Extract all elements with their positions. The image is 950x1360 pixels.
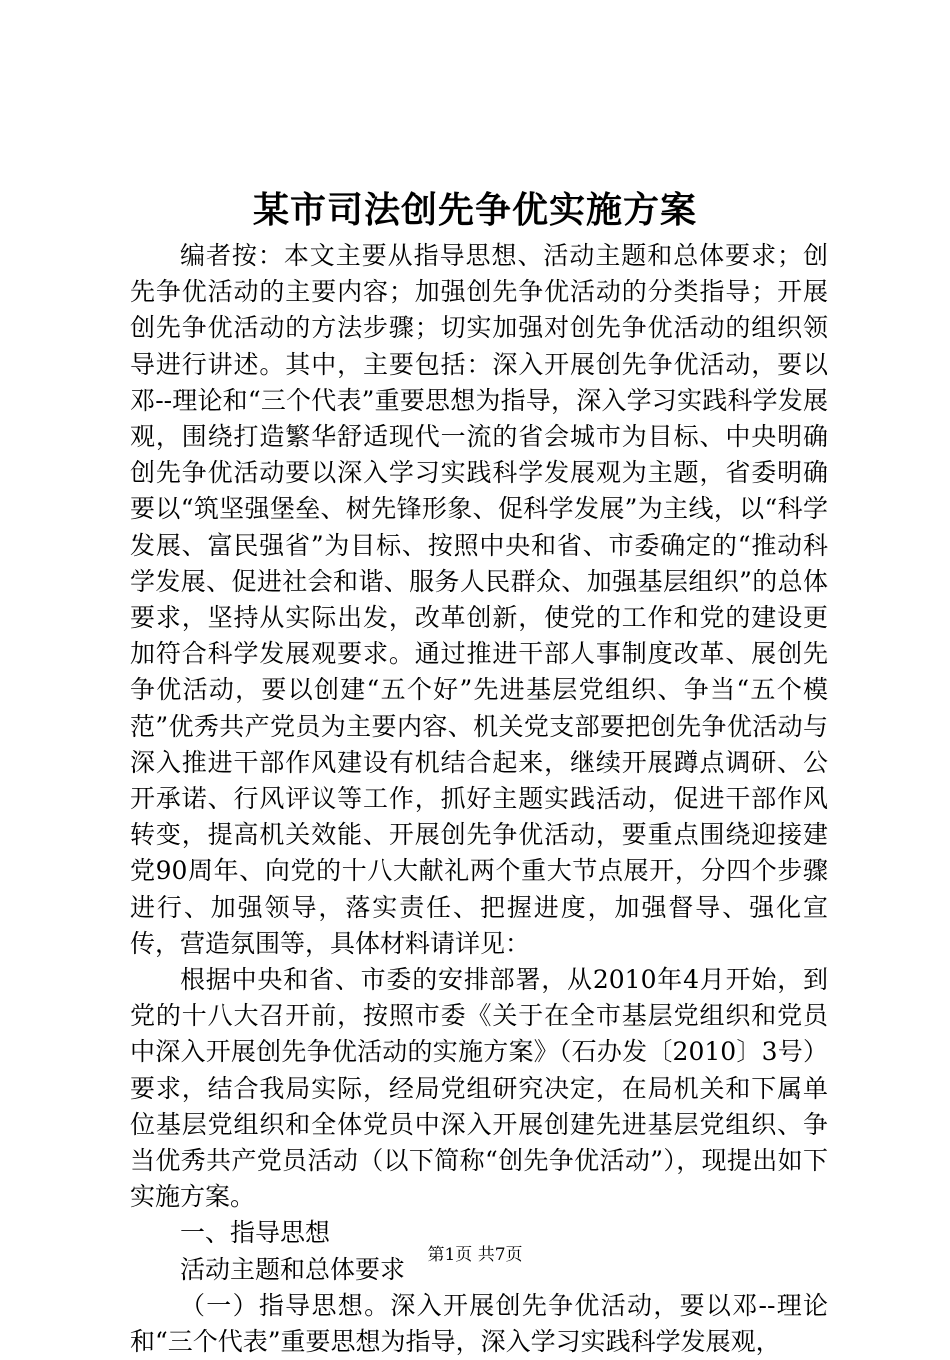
intro-paragraph: 根据中央和省、市委的安排部署，从2010年4月开始，到党的十八大召开前，按照市委《关于在全市基层党组织和党员中深入开展创先争优活动的实施方案》（石办发〔2010〕3号）要求，结合我局实际，经局党组研究决定，在局机关和下属单位基层党组织和全体党员中深入开展创建先进基层党组织、争当优秀共产党员活动（以下简称“创先争优活动”），现提出如下实施方案。 <box>130 965 828 1212</box>
page-footer: 第1页 共7页 <box>427 1245 523 1265</box>
editor-note-paragraph: 编者按：本文主要从指导思想、活动主题和总体要求；创先争优活动的主要内容；加强创先争优活动的分类指导；开展创先争优活动的方法步骤；切实加强对创先争优活动的组织领导进行讲述。其中，主要包括：深入开展创先争优活动，要以邓--理论和“三个代表”重要思想为指导，深入学习实践科学发展观，围绕打造繁华舒适现代一流的省会城市为目标、中央明确创先争优活动要以深入学习实践科学发展观为主题，省委明确要以“筑坚强堡垒、树先锋形象、促科学发展”为主线，以“科学发展、富民强省”为目标、按照中央和省、市委确定的“推动科学发展、促进社会和谐、服务人民群众、加强基层组织”的总体要求，坚持从实际出发，改革创新，使党的工作和党的建设更加符合科学发展观要求。通过推进干部人事制度改革、展创先争优活动，要以创建“五个好”先进基层党组织、争当“五个模范”优秀共产党员为主要内容、机关党支部要把创先争优活动与深入推进干部作风建设有机结合起来，继续开展蹲点调研、公开承诺、行风评议等工作，抓好主题实践活动，促进干部作风转变，提高机关效能、开展创先争优活动，要重点围绕迎接建党90周年、向党的十八大献礼两个重大节点展开，分四个步骤进行、加强领导，落实责任、把握进度，加强督导、强化宣传，营造氛围等，具体材料请详见： <box>130 241 828 958</box>
section-heading-guiding-thought: 一、指导思想 <box>180 1218 331 1248</box>
document-title: 某市司法创先争优实施方案 <box>252 189 697 231</box>
guiding-thought-paragraph: （一）指导思想。深入开展创先争优活动，要以邓--理论和“三个代表”重要思想为指导，深入学习实践科学发展观， <box>130 1290 828 1357</box>
document-body <box>130 238 828 1360</box>
section-subheading-theme: 活动主题和总体要求 <box>180 1254 406 1284</box>
